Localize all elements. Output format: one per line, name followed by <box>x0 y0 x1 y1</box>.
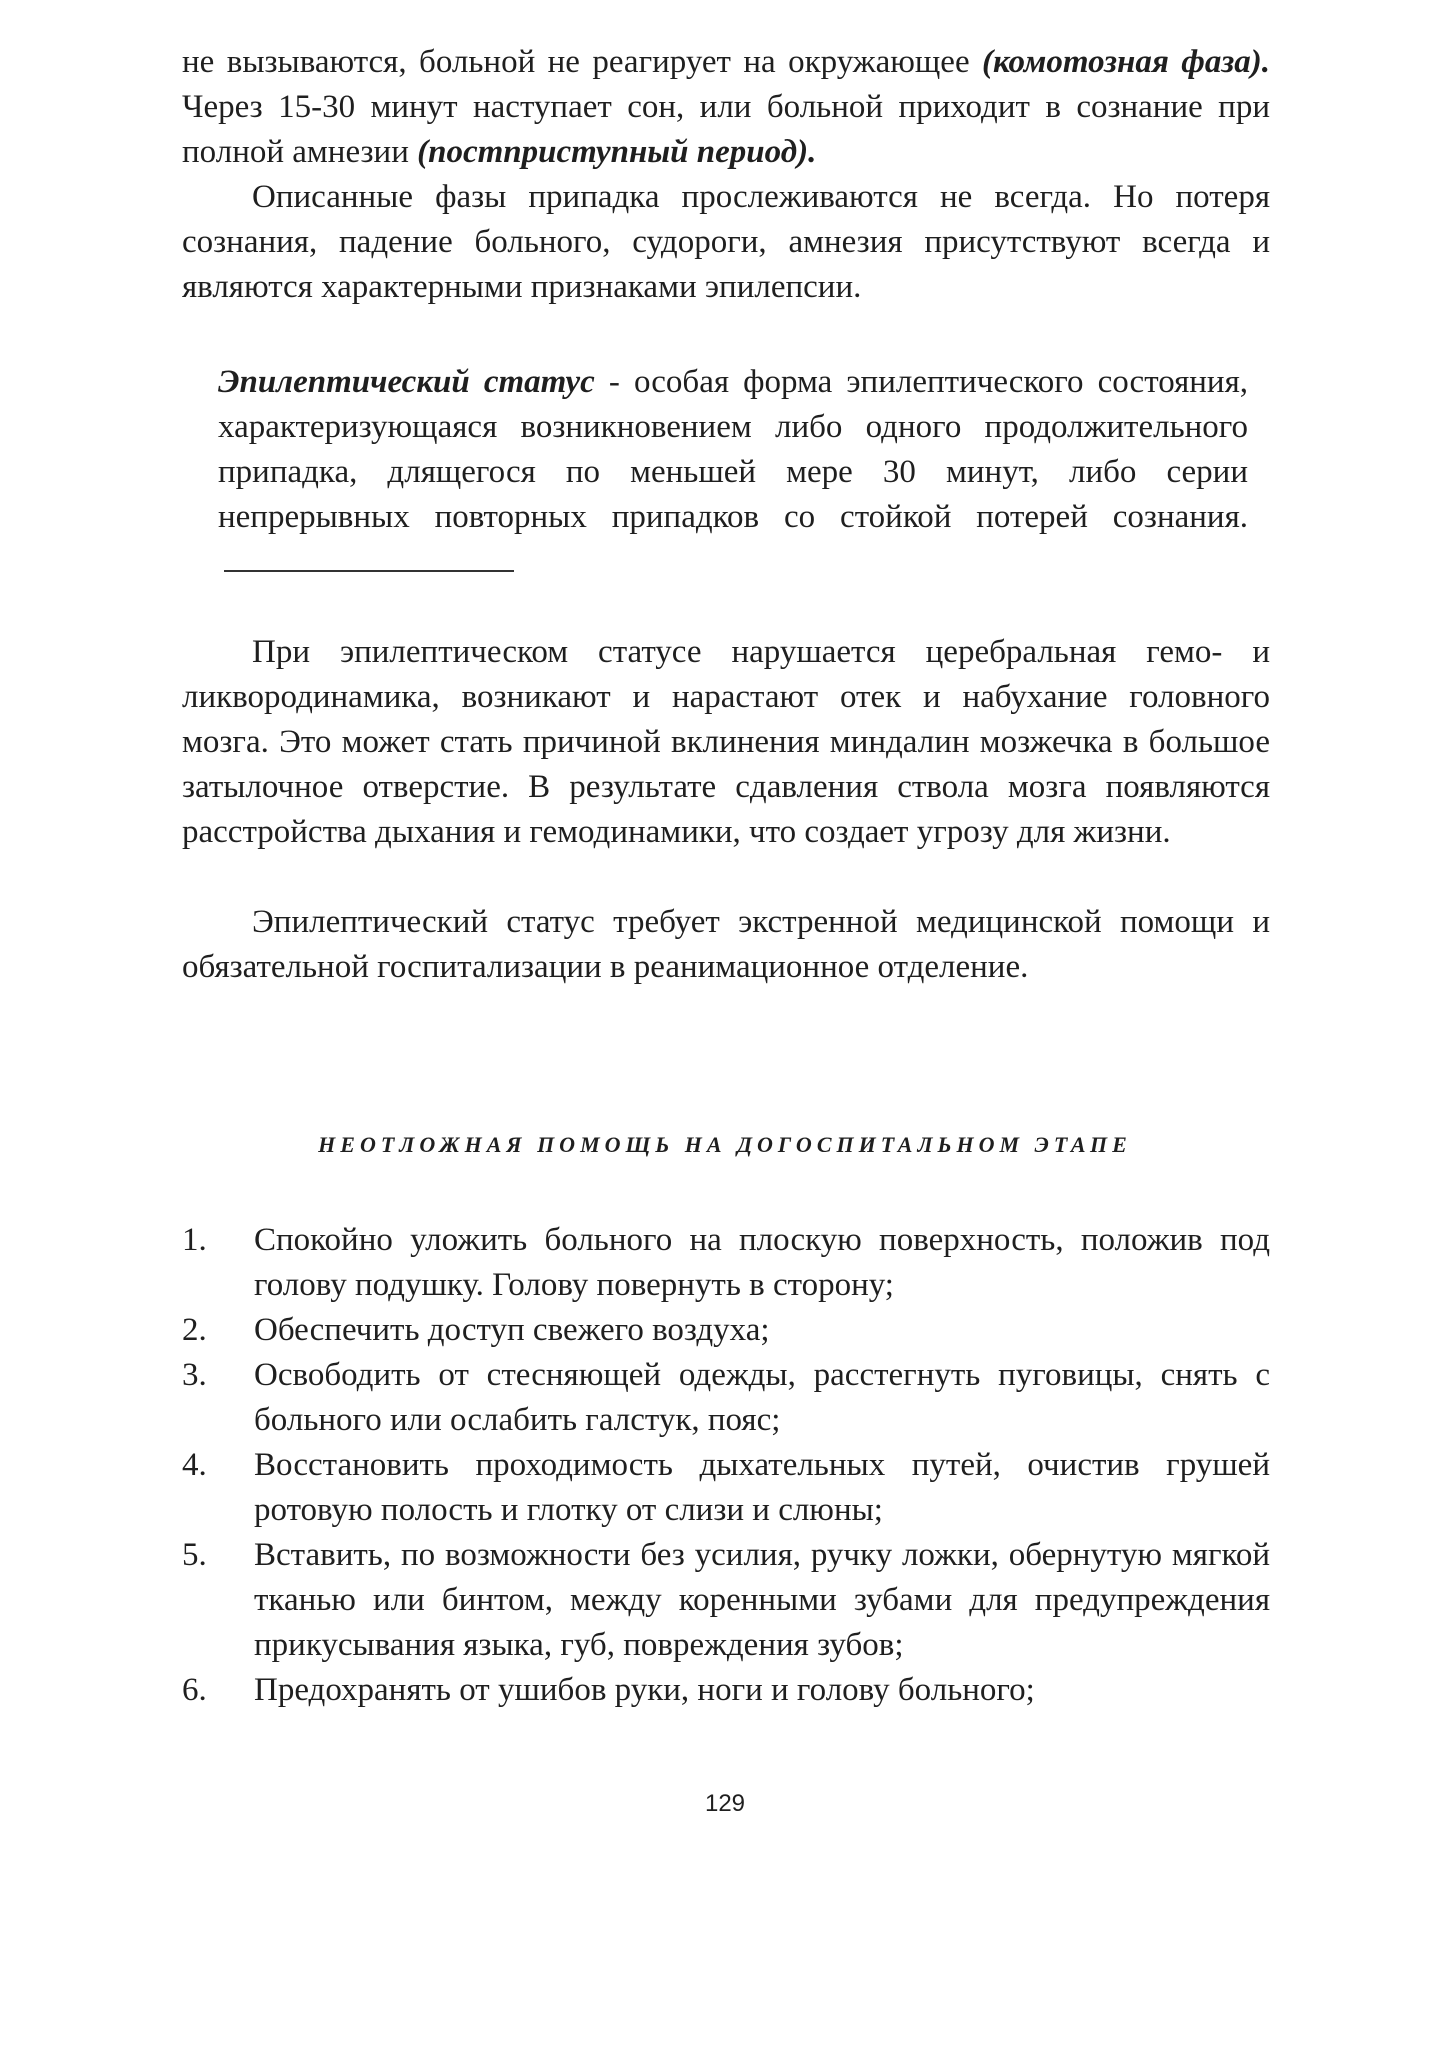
list-item <box>182 1533 1270 1668</box>
list-item-text: Освободить от стесняющей одежды, расстегнуть пуговицы, снять с больного или ослабить галстук, пояс; <box>254 1357 1270 1438</box>
list-item <box>182 1668 1270 1713</box>
paragraph-phases-note: Описанные фазы припадка прослеживаются не всегда. Но потеря сознания, падение больного, судороги, амнезия присутствуют всегда и являются характерными признаками эпилепсии. <box>182 179 1270 305</box>
fill-in-blank-line <box>224 542 514 572</box>
definition-block <box>218 360 1248 585</box>
list-item-text: Спокойно уложить больного на плоскую поверхность, положив под голову подушку. Голову повернуть в сторону; <box>254 1222 1270 1303</box>
list-item-number: 5. <box>182 1537 207 1573</box>
list-item-number: 2. <box>182 1312 207 1348</box>
list-item <box>182 1308 1270 1353</box>
paragraph-text: не вызываются, больной не реагирует на окружающее <box>182 44 983 80</box>
list-item-number: 4. <box>182 1447 207 1483</box>
page-number: 129 <box>704 1790 746 1817</box>
paragraph-status-care: Эпилептический статус требует экстренной медицинской помощи и обязательной госпитализации в реанимационное отделение. <box>182 904 1270 985</box>
paragraph-phases-end <box>182 40 1270 175</box>
list-item <box>182 1218 1270 1308</box>
first-aid-steps-list <box>182 1218 1270 1713</box>
list-item-text: Обеспечить доступ свежего воздуха; <box>254 1312 770 1348</box>
section-heading: НЕОТЛОЖНАЯ ПОМОЩЬ НА ДОГОСПИТАЛЬНОМ ЭТАПЕ <box>318 1132 1132 1157</box>
list-item <box>182 1353 1270 1443</box>
paragraph-status-pathology: При эпилептическом статусе нарушается церебральная гемо- и ликвородинамика, возникают и нарастают отек и набухание головного мозга. Это может стать причиной вклинения миндалин мозжечка в большое затылочное отверстие. В результате сдавления ствола мозга появляются расстройства дыхания и гемодинамики, что создает угрозу для жизни. <box>182 634 1270 850</box>
list-item-number: 1. <box>182 1222 207 1258</box>
definition-term: Эпилептический статус <box>218 364 595 400</box>
definition-dash: - <box>594 364 634 400</box>
definition-text: особая форма эпилептического состояния, характеризующаяся возникновением либо одного продолжительного припадка, длящегося по меньшей мере 30 минут, либо серии непрерывных повторных припадков со стойкой потерей сознания. <box>218 364 1248 535</box>
list-item-text: Предохранять от ушибов руки, ноги и голову больного; <box>254 1672 1035 1708</box>
list-item-number: 6. <box>182 1672 207 1708</box>
list-item-number: 3. <box>182 1357 207 1393</box>
paragraph-text: Через 15-30 минут наступает сон, или больной приходит в сознание при полной амнезии <box>182 89 1270 170</box>
phase-term-postictal: (постприступный период). <box>417 134 817 170</box>
list-item-text: Восстановить проходимость дыхательных путей, очистив грушей ротовую полость и глотку от слизи и слюны; <box>254 1447 1270 1528</box>
phase-term-comatose: (комотозная фаза). <box>982 44 1270 80</box>
list-item-text: Вставить, по возможности без усилия, ручку ложки, обернутую мягкой тканью или бинтом, между коренными зубами для предупреждения прикусывания языка, губ, повреждения зубов; <box>254 1537 1270 1663</box>
list-item <box>182 1443 1270 1533</box>
